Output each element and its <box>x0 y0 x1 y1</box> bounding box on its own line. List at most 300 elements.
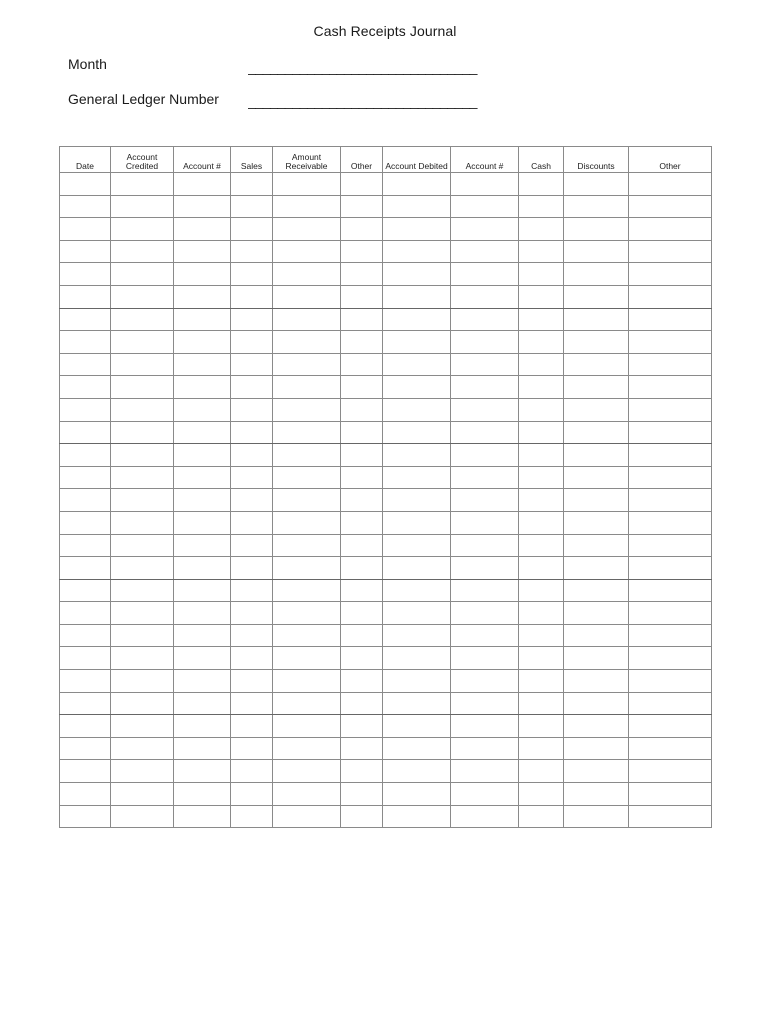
journal-cell[interactable] <box>174 579 231 602</box>
journal-cell[interactable] <box>629 218 712 241</box>
journal-cell[interactable] <box>451 285 519 308</box>
journal-cell[interactable] <box>451 173 519 196</box>
journal-cell[interactable] <box>629 195 712 218</box>
journal-cell[interactable] <box>341 805 383 828</box>
journal-cell[interactable] <box>273 624 341 647</box>
journal-cell[interactable] <box>60 511 111 534</box>
journal-cell[interactable] <box>383 737 451 760</box>
journal-cell[interactable] <box>519 737 564 760</box>
journal-cell[interactable] <box>451 489 519 512</box>
journal-cell[interactable] <box>111 511 174 534</box>
journal-cell[interactable] <box>564 353 629 376</box>
journal-cell[interactable] <box>273 421 341 444</box>
journal-cell[interactable] <box>273 579 341 602</box>
journal-cell[interactable] <box>231 285 273 308</box>
journal-cell[interactable] <box>383 489 451 512</box>
journal-cell[interactable] <box>111 783 174 806</box>
journal-cell[interactable] <box>564 602 629 625</box>
journal-cell[interactable] <box>629 398 712 421</box>
journal-cell[interactable] <box>341 579 383 602</box>
journal-cell[interactable] <box>111 398 174 421</box>
journal-cell[interactable] <box>231 737 273 760</box>
journal-cell[interactable] <box>564 737 629 760</box>
journal-cell[interactable] <box>174 398 231 421</box>
journal-cell[interactable] <box>273 670 341 693</box>
journal-cell[interactable] <box>231 805 273 828</box>
journal-cell[interactable] <box>341 715 383 738</box>
journal-cell[interactable] <box>383 602 451 625</box>
journal-cell[interactable] <box>273 308 341 331</box>
journal-cell[interactable] <box>564 715 629 738</box>
journal-cell[interactable] <box>383 647 451 670</box>
journal-cell[interactable] <box>341 692 383 715</box>
journal-cell[interactable] <box>383 511 451 534</box>
journal-cell[interactable] <box>564 331 629 354</box>
journal-cell[interactable] <box>111 173 174 196</box>
journal-cell[interactable] <box>564 534 629 557</box>
journal-cell[interactable] <box>231 353 273 376</box>
journal-cell[interactable] <box>383 444 451 467</box>
journal-cell[interactable] <box>341 602 383 625</box>
journal-cell[interactable] <box>564 670 629 693</box>
journal-cell[interactable] <box>564 760 629 783</box>
journal-cell[interactable] <box>273 647 341 670</box>
journal-cell[interactable] <box>451 195 519 218</box>
journal-cell[interactable] <box>451 263 519 286</box>
journal-cell[interactable] <box>60 444 111 467</box>
journal-cell[interactable] <box>60 760 111 783</box>
journal-cell[interactable] <box>60 624 111 647</box>
journal-cell[interactable] <box>231 466 273 489</box>
journal-cell[interactable] <box>519 398 564 421</box>
journal-cell[interactable] <box>111 557 174 580</box>
journal-cell[interactable] <box>231 308 273 331</box>
journal-cell[interactable] <box>629 670 712 693</box>
journal-cell[interactable] <box>451 353 519 376</box>
journal-cell[interactable] <box>174 263 231 286</box>
journal-cell[interactable] <box>341 489 383 512</box>
journal-cell[interactable] <box>174 308 231 331</box>
journal-cell[interactable] <box>451 308 519 331</box>
journal-cell[interactable] <box>273 353 341 376</box>
journal-cell[interactable] <box>341 195 383 218</box>
journal-cell[interactable] <box>231 489 273 512</box>
journal-cell[interactable] <box>231 670 273 693</box>
journal-cell[interactable] <box>383 376 451 399</box>
journal-cell[interactable] <box>60 715 111 738</box>
journal-cell[interactable] <box>564 308 629 331</box>
journal-cell[interactable] <box>451 602 519 625</box>
journal-cell[interactable] <box>273 444 341 467</box>
journal-cell[interactable] <box>564 783 629 806</box>
journal-cell[interactable] <box>564 173 629 196</box>
journal-cell[interactable] <box>341 376 383 399</box>
journal-cell[interactable] <box>60 421 111 444</box>
journal-cell[interactable] <box>564 466 629 489</box>
journal-cell[interactable] <box>564 398 629 421</box>
journal-cell[interactable] <box>273 760 341 783</box>
journal-cell[interactable] <box>273 805 341 828</box>
journal-cell[interactable] <box>451 737 519 760</box>
journal-cell[interactable] <box>451 331 519 354</box>
journal-cell[interactable] <box>231 173 273 196</box>
journal-cell[interactable] <box>564 444 629 467</box>
journal-cell[interactable] <box>519 353 564 376</box>
journal-cell[interactable] <box>111 240 174 263</box>
journal-cell[interactable] <box>383 173 451 196</box>
journal-cell[interactable] <box>451 534 519 557</box>
journal-cell[interactable] <box>519 195 564 218</box>
journal-cell[interactable] <box>273 783 341 806</box>
journal-cell[interactable] <box>174 444 231 467</box>
journal-cell[interactable] <box>519 692 564 715</box>
journal-cell[interactable] <box>60 240 111 263</box>
journal-cell[interactable] <box>111 218 174 241</box>
journal-cell[interactable] <box>60 805 111 828</box>
journal-cell[interactable] <box>111 308 174 331</box>
journal-cell[interactable] <box>111 195 174 218</box>
journal-cell[interactable] <box>451 466 519 489</box>
journal-cell[interactable] <box>451 444 519 467</box>
journal-cell[interactable] <box>273 715 341 738</box>
journal-cell[interactable] <box>111 692 174 715</box>
journal-cell[interactable] <box>383 534 451 557</box>
journal-cell[interactable] <box>273 173 341 196</box>
journal-cell[interactable] <box>341 466 383 489</box>
journal-cell[interactable] <box>629 805 712 828</box>
journal-cell[interactable] <box>629 624 712 647</box>
journal-cell[interactable] <box>451 805 519 828</box>
journal-cell[interactable] <box>231 511 273 534</box>
journal-cell[interactable] <box>60 218 111 241</box>
journal-cell[interactable] <box>383 783 451 806</box>
journal-cell[interactable] <box>519 285 564 308</box>
journal-cell[interactable] <box>111 421 174 444</box>
journal-cell[interactable] <box>231 760 273 783</box>
journal-cell[interactable] <box>174 692 231 715</box>
journal-cell[interactable] <box>564 218 629 241</box>
journal-cell[interactable] <box>60 489 111 512</box>
journal-cell[interactable] <box>519 331 564 354</box>
journal-cell[interactable] <box>519 173 564 196</box>
journal-cell[interactable] <box>451 376 519 399</box>
journal-cell[interactable] <box>231 240 273 263</box>
journal-cell[interactable] <box>451 579 519 602</box>
journal-cell[interactable] <box>451 218 519 241</box>
journal-cell[interactable] <box>174 737 231 760</box>
journal-cell[interactable] <box>111 579 174 602</box>
journal-cell[interactable] <box>629 692 712 715</box>
journal-cell[interactable] <box>273 466 341 489</box>
journal-cell[interactable] <box>629 715 712 738</box>
journal-cell[interactable] <box>341 557 383 580</box>
journal-cell[interactable] <box>564 692 629 715</box>
journal-cell[interactable] <box>273 534 341 557</box>
journal-cell[interactable] <box>519 715 564 738</box>
journal-cell[interactable] <box>383 715 451 738</box>
journal-cell[interactable] <box>273 263 341 286</box>
journal-cell[interactable] <box>383 353 451 376</box>
journal-cell[interactable] <box>451 692 519 715</box>
journal-cell[interactable] <box>60 308 111 331</box>
journal-cell[interactable] <box>564 376 629 399</box>
journal-cell[interactable] <box>341 737 383 760</box>
journal-cell[interactable] <box>341 353 383 376</box>
journal-cell[interactable] <box>629 511 712 534</box>
journal-cell[interactable] <box>174 331 231 354</box>
journal-cell[interactable] <box>231 534 273 557</box>
journal-cell[interactable] <box>564 579 629 602</box>
journal-cell[interactable] <box>341 534 383 557</box>
journal-cell[interactable] <box>383 218 451 241</box>
journal-cell[interactable] <box>451 647 519 670</box>
journal-cell[interactable] <box>231 783 273 806</box>
journal-cell[interactable] <box>174 195 231 218</box>
journal-cell[interactable] <box>519 760 564 783</box>
journal-cell[interactable] <box>60 263 111 286</box>
journal-cell[interactable] <box>111 466 174 489</box>
journal-cell[interactable] <box>451 760 519 783</box>
journal-cell[interactable] <box>174 285 231 308</box>
journal-cell[interactable] <box>111 376 174 399</box>
journal-cell[interactable] <box>174 421 231 444</box>
journal-cell[interactable] <box>629 173 712 196</box>
journal-cell[interactable] <box>519 602 564 625</box>
journal-cell[interactable] <box>629 240 712 263</box>
journal-cell[interactable] <box>60 285 111 308</box>
journal-cell[interactable] <box>519 444 564 467</box>
journal-cell[interactable] <box>273 195 341 218</box>
journal-cell[interactable] <box>341 670 383 693</box>
journal-cell[interactable] <box>519 805 564 828</box>
journal-cell[interactable] <box>519 647 564 670</box>
journal-cell[interactable] <box>60 670 111 693</box>
journal-cell[interactable] <box>383 805 451 828</box>
journal-cell[interactable] <box>60 647 111 670</box>
journal-cell[interactable] <box>383 557 451 580</box>
journal-cell[interactable] <box>273 398 341 421</box>
journal-cell[interactable] <box>231 444 273 467</box>
journal-cell[interactable] <box>60 376 111 399</box>
journal-cell[interactable] <box>231 195 273 218</box>
journal-cell[interactable] <box>451 240 519 263</box>
journal-cell[interactable] <box>451 557 519 580</box>
journal-cell[interactable] <box>60 579 111 602</box>
journal-cell[interactable] <box>629 421 712 444</box>
journal-cell[interactable] <box>564 195 629 218</box>
journal-cell[interactable] <box>629 760 712 783</box>
journal-cell[interactable] <box>60 353 111 376</box>
journal-cell[interactable] <box>341 285 383 308</box>
journal-cell[interactable] <box>629 783 712 806</box>
journal-cell[interactable] <box>111 647 174 670</box>
journal-cell[interactable] <box>519 218 564 241</box>
journal-cell[interactable] <box>60 557 111 580</box>
journal-cell[interactable] <box>111 331 174 354</box>
journal-cell[interactable] <box>231 331 273 354</box>
journal-cell[interactable] <box>519 376 564 399</box>
journal-cell[interactable] <box>519 557 564 580</box>
journal-cell[interactable] <box>111 670 174 693</box>
journal-cell[interactable] <box>383 692 451 715</box>
journal-cell[interactable] <box>629 737 712 760</box>
journal-cell[interactable] <box>564 285 629 308</box>
journal-cell[interactable] <box>341 760 383 783</box>
journal-cell[interactable] <box>174 602 231 625</box>
journal-cell[interactable] <box>629 308 712 331</box>
journal-cell[interactable] <box>231 647 273 670</box>
journal-cell[interactable] <box>231 398 273 421</box>
journal-cell[interactable] <box>629 466 712 489</box>
journal-cell[interactable] <box>383 240 451 263</box>
journal-cell[interactable] <box>629 285 712 308</box>
journal-cell[interactable] <box>231 263 273 286</box>
journal-cell[interactable] <box>231 557 273 580</box>
journal-cell[interactable] <box>629 602 712 625</box>
journal-cell[interactable] <box>111 285 174 308</box>
journal-cell[interactable] <box>273 240 341 263</box>
journal-cell[interactable] <box>174 805 231 828</box>
journal-cell[interactable] <box>519 511 564 534</box>
journal-cell[interactable] <box>60 602 111 625</box>
journal-cell[interactable] <box>60 173 111 196</box>
journal-cell[interactable] <box>564 805 629 828</box>
journal-cell[interactable] <box>174 783 231 806</box>
journal-cell[interactable] <box>519 670 564 693</box>
journal-cell[interactable] <box>111 805 174 828</box>
journal-cell[interactable] <box>519 466 564 489</box>
journal-cell[interactable] <box>519 783 564 806</box>
journal-cell[interactable] <box>341 444 383 467</box>
journal-cell[interactable] <box>341 263 383 286</box>
journal-cell[interactable] <box>60 737 111 760</box>
journal-cell[interactable] <box>231 421 273 444</box>
journal-cell[interactable] <box>60 195 111 218</box>
journal-cell[interactable] <box>629 263 712 286</box>
journal-cell[interactable] <box>111 353 174 376</box>
journal-cell[interactable] <box>273 218 341 241</box>
journal-cell[interactable] <box>231 376 273 399</box>
journal-cell[interactable] <box>383 579 451 602</box>
journal-cell[interactable] <box>111 715 174 738</box>
journal-cell[interactable] <box>174 647 231 670</box>
journal-cell[interactable] <box>564 240 629 263</box>
journal-cell[interactable] <box>273 511 341 534</box>
journal-cell[interactable] <box>273 489 341 512</box>
journal-cell[interactable] <box>174 466 231 489</box>
journal-cell[interactable] <box>231 624 273 647</box>
journal-cell[interactable] <box>564 489 629 512</box>
journal-cell[interactable] <box>111 737 174 760</box>
journal-cell[interactable] <box>519 263 564 286</box>
journal-cell[interactable] <box>174 715 231 738</box>
journal-cell[interactable] <box>383 331 451 354</box>
journal-cell[interactable] <box>383 670 451 693</box>
journal-cell[interactable] <box>629 489 712 512</box>
journal-cell[interactable] <box>111 444 174 467</box>
journal-cell[interactable] <box>383 308 451 331</box>
journal-cell[interactable] <box>383 398 451 421</box>
journal-cell[interactable] <box>273 376 341 399</box>
journal-cell[interactable] <box>564 263 629 286</box>
journal-cell[interactable] <box>341 308 383 331</box>
journal-cell[interactable] <box>564 511 629 534</box>
journal-cell[interactable] <box>273 602 341 625</box>
journal-cell[interactable] <box>451 398 519 421</box>
journal-cell[interactable] <box>273 331 341 354</box>
journal-cell[interactable] <box>519 308 564 331</box>
journal-cell[interactable] <box>341 240 383 263</box>
journal-cell[interactable] <box>174 240 231 263</box>
journal-cell[interactable] <box>341 218 383 241</box>
journal-cell[interactable] <box>231 579 273 602</box>
journal-cell[interactable] <box>341 624 383 647</box>
journal-cell[interactable] <box>111 263 174 286</box>
journal-cell[interactable] <box>174 489 231 512</box>
journal-cell[interactable] <box>341 398 383 421</box>
journal-cell[interactable] <box>383 466 451 489</box>
journal-cell[interactable] <box>383 195 451 218</box>
journal-cell[interactable] <box>273 737 341 760</box>
journal-cell[interactable] <box>451 624 519 647</box>
journal-cell[interactable] <box>451 715 519 738</box>
journal-cell[interactable] <box>519 240 564 263</box>
journal-cell[interactable] <box>564 557 629 580</box>
journal-cell[interactable] <box>519 534 564 557</box>
journal-cell[interactable] <box>231 602 273 625</box>
journal-cell[interactable] <box>341 511 383 534</box>
journal-cell[interactable] <box>519 489 564 512</box>
journal-cell[interactable] <box>60 692 111 715</box>
journal-cell[interactable] <box>451 670 519 693</box>
journal-cell[interactable] <box>629 557 712 580</box>
journal-cell[interactable] <box>383 760 451 783</box>
journal-cell[interactable] <box>451 783 519 806</box>
journal-cell[interactable] <box>564 624 629 647</box>
journal-cell[interactable] <box>174 511 231 534</box>
journal-cell[interactable] <box>60 398 111 421</box>
journal-cell[interactable] <box>451 421 519 444</box>
journal-cell[interactable] <box>629 376 712 399</box>
journal-cell[interactable] <box>60 331 111 354</box>
journal-cell[interactable] <box>629 353 712 376</box>
journal-cell[interactable] <box>111 624 174 647</box>
journal-cell[interactable] <box>383 285 451 308</box>
journal-cell[interactable] <box>519 579 564 602</box>
journal-cell[interactable] <box>111 489 174 512</box>
journal-cell[interactable] <box>111 602 174 625</box>
journal-cell[interactable] <box>111 760 174 783</box>
journal-cell[interactable] <box>519 421 564 444</box>
journal-cell[interactable] <box>60 783 111 806</box>
journal-cell[interactable] <box>629 579 712 602</box>
journal-cell[interactable] <box>629 331 712 354</box>
journal-cell[interactable] <box>174 353 231 376</box>
journal-cell[interactable] <box>519 624 564 647</box>
journal-cell[interactable] <box>341 421 383 444</box>
journal-cell[interactable] <box>341 173 383 196</box>
journal-cell[interactable] <box>174 624 231 647</box>
journal-cell[interactable] <box>383 624 451 647</box>
journal-cell[interactable] <box>341 783 383 806</box>
journal-cell[interactable] <box>111 534 174 557</box>
journal-cell[interactable] <box>341 647 383 670</box>
journal-cell[interactable] <box>60 534 111 557</box>
journal-cell[interactable] <box>231 715 273 738</box>
journal-cell[interactable] <box>231 692 273 715</box>
journal-cell[interactable] <box>383 263 451 286</box>
journal-cell[interactable] <box>174 376 231 399</box>
